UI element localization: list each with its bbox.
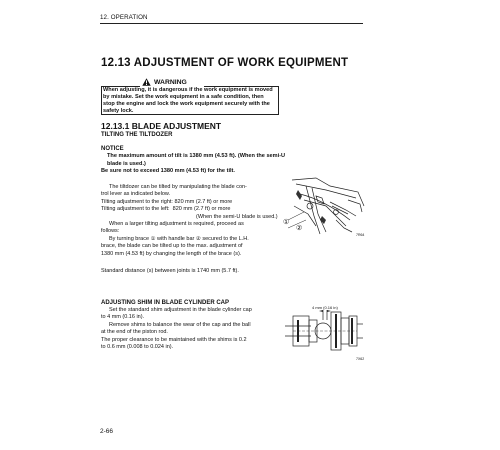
tilting-heading: TILTING THE TILTDOZER <box>101 132 173 138</box>
text-line: to 4 mm (0.16 in). <box>101 314 145 321</box>
running-header: 12. OPERATION <box>100 14 148 21</box>
figure-code: 7X62 <box>356 357 365 361</box>
subsection-title: 12.13.1 BLADE ADJUSTMENT <box>101 121 222 131</box>
text-line: trol lever as indicated below. <box>101 191 171 198</box>
cylinder-cap-figure <box>283 302 365 360</box>
text-line: follows: <box>101 228 120 235</box>
notice-label: NOTICE <box>101 146 124 152</box>
text-line: Remove shims to balance the wear of the cap and the ball <box>109 321 251 328</box>
figure-callout-1: ① <box>283 219 290 226</box>
text-line: Tilting adjustment to the left: 820 mm (2.7 ft) or more <box>101 206 231 213</box>
notice-line-2: Be sure not to exceed 1380 mm (4.53 ft) for the tilt. <box>101 168 235 175</box>
shim-dimension-label: 4 mm (0.16 in) <box>312 305 338 310</box>
warning-heading <box>140 77 204 87</box>
warning-triangle-icon <box>142 78 151 86</box>
text-line: The proper clearance to be maintained with the shims is 0.2 <box>101 336 247 343</box>
text-line: By turning brace ① with handle bar ② secured to the L.H. <box>109 235 249 242</box>
figure-callout-2: ② <box>296 225 303 232</box>
text-line: The tiltdozer can be tilted by manipulating the blade con- <box>109 184 247 190</box>
header-rule <box>100 23 363 24</box>
text-line: to 0.6 mm (0.008 to 0.024 in). <box>101 344 174 351</box>
shim-heading: ADJUSTING SHIM IN BLADE CYLINDER CAP <box>101 300 230 306</box>
notice-line-1: The maximum amount of tilt is 1380 mm (4.53 ft). (When the semi-U blade is used.) <box>107 153 286 167</box>
text-line: Set the standard shim adjustment in the blade cylinder cap <box>109 307 252 313</box>
text-line: 1380 mm (4.53 ft) by changing the length of the brace (s). <box>101 250 242 257</box>
text-line: (When the semi-U blade is used.) <box>196 213 278 220</box>
text-line: at the end of the piston rod. <box>101 329 168 336</box>
text-line: Tilting adjustment to the right: 820 mm (2.7 ft) or more <box>101 198 233 205</box>
notice-text <box>101 153 291 176</box>
tilting-paragraph <box>101 184 291 258</box>
warning-text: When adjusting, it is dangerous if the work equipment is moved by mistake. Set the work equipment in a safe condition, then stop the engine and lock the work equipment securely with the safety lock. <box>103 87 273 114</box>
text-line: When a larger tilting adjustment is required, proceed as <box>109 221 244 228</box>
shim-paragraph <box>101 307 291 351</box>
page-number: 2-66 <box>100 428 114 435</box>
figure-code: 7R64 <box>356 233 365 237</box>
text-line: brace, the blade can be tilted up to the max. adjustment of <box>101 243 243 250</box>
section-title: 12.13 ADJUSTMENT OF WORK EQUIPMENT <box>101 57 349 69</box>
warning-label: WARNING <box>154 78 187 86</box>
standard-distance-text: Standard distance (s) between joints is 1740 mm (5.7 ft). <box>101 268 239 274</box>
